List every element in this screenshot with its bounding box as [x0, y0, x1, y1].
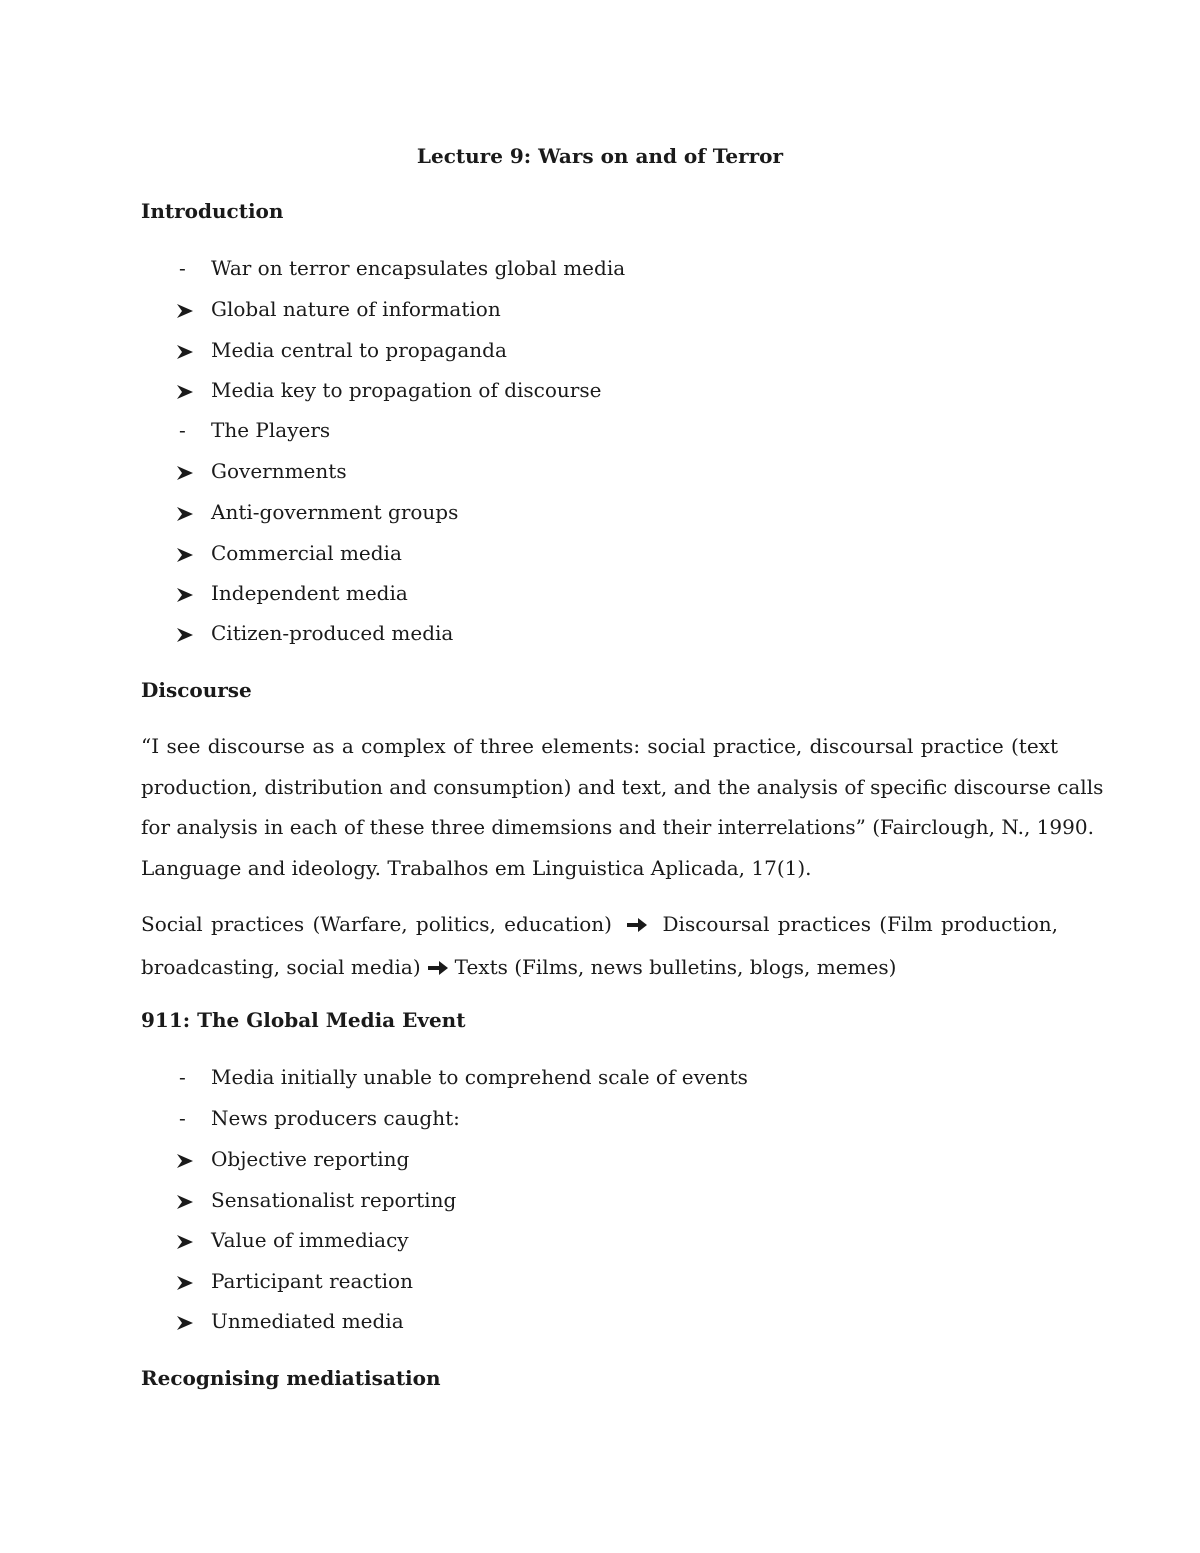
- list-item-text: Independent media: [211, 581, 408, 605]
- practices-line: [141, 904, 1058, 947]
- dash-bullet-icon: -: [179, 418, 186, 442]
- list-item-text: Anti-government groups: [211, 500, 459, 524]
- practices-line: [141, 947, 1058, 990]
- arrowhead-bullet-icon: [176, 1224, 198, 1256]
- section-heading-global-media-event: 911: The Global Media Event: [141, 1008, 466, 1032]
- right-arrow-icon: [427, 949, 449, 990]
- quote-line: Language and ideology. Trabalhos em Linguistica Aplicada, 17(1).: [141, 855, 812, 880]
- list-item-text: Objective reporting: [211, 1147, 410, 1171]
- list-item-text: Governments: [211, 459, 347, 483]
- list-item-text: Global nature of information: [211, 297, 501, 321]
- list-item-text: Citizen-produced media: [211, 621, 454, 645]
- arrowhead-bullet-icon: [176, 496, 198, 528]
- list-item-text: War on terror encapsulates global media: [211, 256, 626, 280]
- dash-bullet-icon: -: [179, 256, 186, 280]
- practices-discoursal-cont: broadcasting, social media): [141, 954, 421, 979]
- arrowhead-bullet-icon: [176, 1184, 198, 1216]
- list-item-text: News producers caught:: [211, 1106, 460, 1130]
- arrowhead-bullet-icon: [176, 1143, 198, 1175]
- section-heading-discourse: Discourse: [141, 678, 252, 702]
- list-item-text: The Players: [211, 418, 331, 442]
- list-item-text: Media central to propaganda: [211, 338, 507, 362]
- list-item-text: Commercial media: [211, 541, 402, 565]
- list-item-text: Participant reaction: [211, 1269, 413, 1293]
- right-arrow-icon: [626, 906, 648, 947]
- arrowhead-bullet-icon: [176, 537, 198, 569]
- arrowhead-bullet-icon: [176, 1265, 198, 1297]
- list-item-text: Sensationalist reporting: [211, 1188, 457, 1212]
- list-item-text: Media key to propagation of discourse: [211, 378, 602, 402]
- arrowhead-bullet-icon: [176, 455, 198, 487]
- discourse-quote: [141, 726, 1104, 888]
- dash-bullet-icon: -: [179, 1106, 186, 1130]
- arrowhead-bullet-icon: [176, 334, 198, 366]
- practices-social: Social practices (Warfare, politics, education): [141, 912, 612, 936]
- section-heading-mediatisation: Recognising mediatisation: [141, 1366, 441, 1390]
- section-heading-introduction: Introduction: [141, 199, 284, 223]
- arrowhead-bullet-icon: [176, 577, 198, 609]
- practices-discoursal: Discoursal practices (Film production,: [662, 912, 1059, 936]
- document-title: Lecture 9: Wars on and of Terror: [416, 144, 784, 168]
- dash-bullet-icon: -: [179, 1065, 186, 1089]
- arrowhead-bullet-icon: [176, 293, 198, 325]
- practices-paragraph: [141, 904, 1058, 989]
- arrowhead-bullet-icon: [176, 1305, 198, 1337]
- list-item-text: Unmediated media: [211, 1309, 404, 1333]
- list-item-text: Value of immediacy: [211, 1228, 409, 1252]
- quote-line: for analysis in each of these three dimemsions and their interrelations” (Fairclough, N., 1990.: [141, 815, 1094, 839]
- practices-texts: Texts (Films, news bulletins, blogs, memes): [454, 954, 897, 979]
- quote-line: production, distribution and consumption) and text, and the analysis of specific discourse calls: [141, 774, 1104, 799]
- arrowhead-bullet-icon: [176, 617, 198, 649]
- quote-line: “I see discourse as a complex of three elements: social practice, discoursal practice (text: [141, 734, 1058, 758]
- list-item-text: Media initially unable to comprehend scale of events: [211, 1065, 748, 1089]
- arrowhead-bullet-icon: [176, 374, 198, 406]
